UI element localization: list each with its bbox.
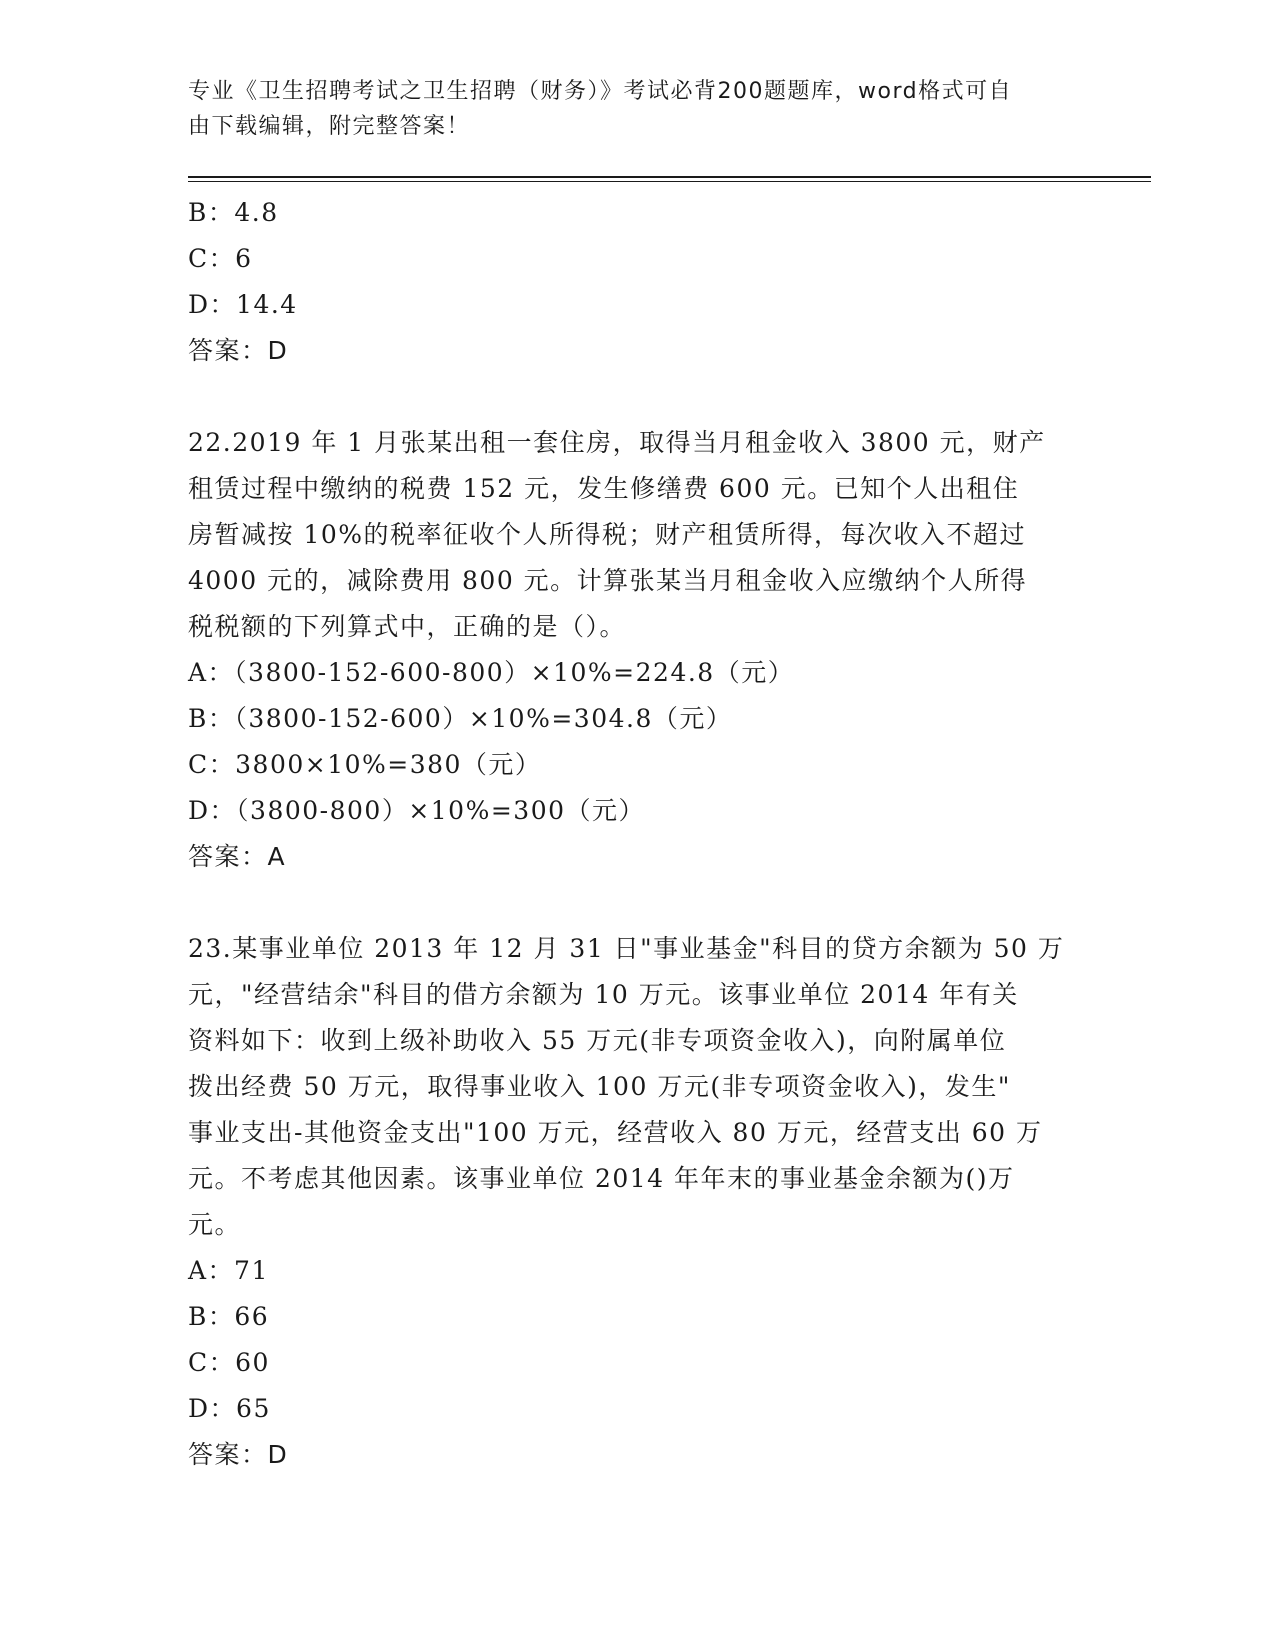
q22-stem-line: 税税额的下列算式中，正确的是（）。 (188, 612, 627, 641)
header-divider-thin (188, 181, 1151, 182)
q23-option-d: D：65 (188, 1394, 271, 1423)
q23-option-a: A：71 (188, 1256, 269, 1285)
prev-option-b: B：4.8 (188, 198, 279, 227)
q23-stem-line: 拨出经费 50 万元，取得事业收入 100 万元(非专项资金收入)，发生" (188, 1072, 1011, 1101)
q23-stem-line: 23.某事业单位 2013 年 12 月 31 日"事业基金"科目的贷方余额为 50 万 (188, 934, 1065, 963)
spacer (188, 880, 1088, 926)
spacer (188, 374, 1088, 420)
q22-option-d: D：（3800-800）×10%=300（元） (188, 796, 646, 825)
q23-option-c: C：60 (188, 1348, 270, 1377)
q23-stem-line: 元。不考虑其他因素。该事业单位 2014 年年末的事业基金余额为()万 (188, 1164, 1015, 1193)
q22-option-a: A：（3800-152-600-800）×10%=224.8（元） (188, 658, 795, 687)
q22-stem-line: 租赁过程中缴纳的税费 152 元，发生修缮费 600 元。已知个人出租住 (188, 474, 1020, 503)
q22-option-c: C：3800×10%=380（元） (188, 750, 542, 779)
q22-option-b: B：（3800-152-600）×10%=304.8（元） (188, 704, 733, 733)
prev-option-d: D：14.4 (188, 290, 298, 319)
q23-answer: 答案：D (188, 1440, 289, 1469)
q22-stem-line: 22.2019 年 1 月张某出租一套住房，取得当月租金收入 3800 元，财产 (188, 428, 1046, 457)
q23-stem-line: 元。 (188, 1210, 242, 1239)
q23-stem-line: 元，"经营结余"科目的借方余额为 10 万元。该事业单位 2014 年有关 (188, 980, 1019, 1009)
header-divider-thick (188, 176, 1151, 178)
q23-stem-line: 资料如下：收到上级补助收入 55 万元(非专项资金收入)，向附属单位 (188, 1026, 1007, 1055)
q23-stem-line: 事业支出-其他资金支出"100 万元，经营收入 80 万元，经营支出 60 万 (188, 1118, 1043, 1147)
q23-option-b: B：66 (188, 1302, 270, 1331)
header-line-2: 由下载编辑，附完整答案！ (188, 114, 471, 139)
q22-answer: 答案：A (188, 842, 287, 871)
prev-option-c: C：6 (188, 244, 253, 273)
document-header (188, 74, 1068, 144)
prev-answer: 答案：D (188, 336, 289, 365)
q22-stem-line: 4000 元的，减除费用 800 元。计算张某当月租金收入应缴纳个人所得 (188, 566, 1028, 595)
question-content (188, 190, 1088, 1478)
header-line-1: 专业《卫生招聘考试之卫生招聘（财务）》考试必背200题题库，word格式可自 (188, 79, 1013, 104)
q22-stem-line: 房暂减按 10%的税率征收个人所得税；财产租赁所得，每次收入不超过 (188, 520, 1027, 549)
